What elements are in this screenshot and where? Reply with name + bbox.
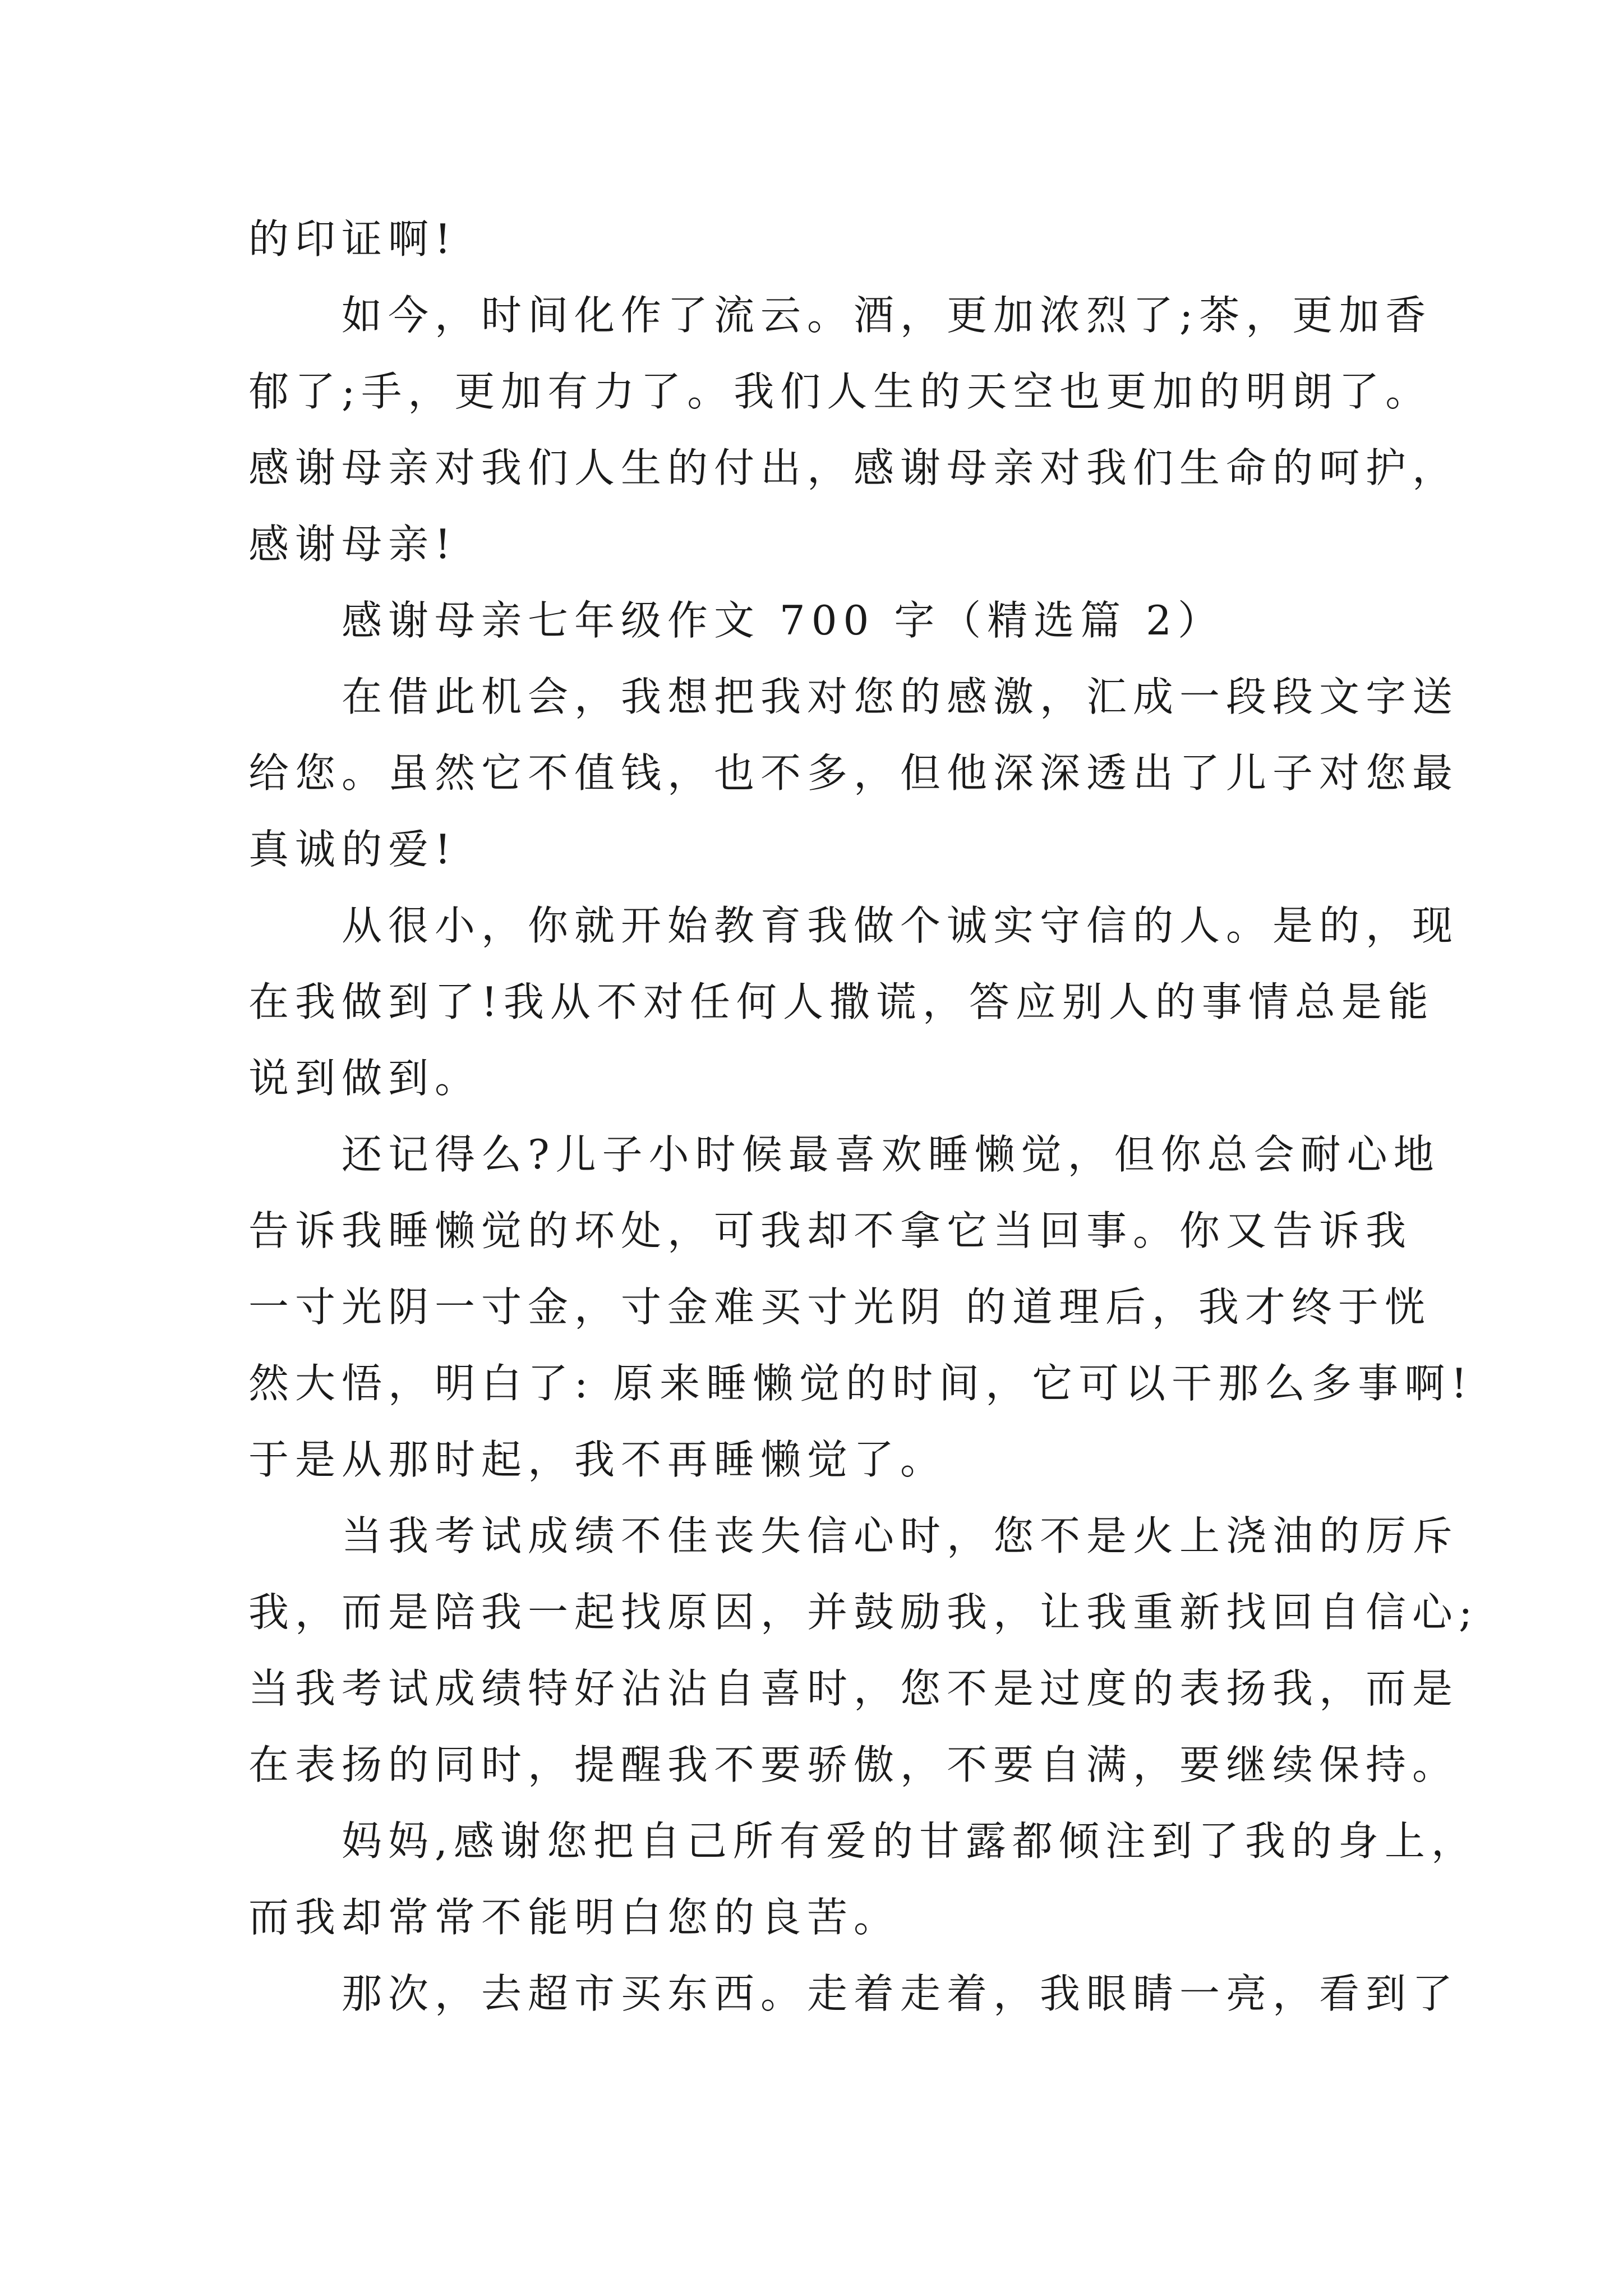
text-line: 一寸光阴一寸金，寸金难买寸光阴 的道理后，我才终于恍 <box>248 1283 1431 1331</box>
text-line: 的印证啊! <box>248 215 457 263</box>
text-line: 然大悟，明白了: 原来睡懒觉的时间，它可以干那么多事啊! <box>248 1360 1474 1407</box>
text-line: 告诉我睡懒觉的坏处，可我却不拿它当回事。你又告诉我 <box>248 1207 1413 1254</box>
text-line: 从很小，你就开始教育我做个诚实守信的人。是的，现 <box>342 902 1459 949</box>
text-line: 当我考试成绩不佳丧失信心时，您不是火上浇油的厉斥 <box>342 1512 1459 1559</box>
text-line: 当我考试成绩特好沾沾自喜时，您不是过度的表扬我，而是 <box>248 1665 1459 1712</box>
text-line: 给您。虽然它不值钱，也不多，但他深深透出了儿子对您最 <box>248 749 1459 797</box>
text-line: 真诚的爱! <box>248 826 457 873</box>
text-line: 如今，时间化作了流云。酒，更加浓烈了;茶，更加香 <box>342 292 1432 339</box>
text-line: 而我却常常不能明白您的良苦。 <box>248 1894 901 1941</box>
text-line: 感谢母亲! <box>248 521 457 568</box>
text-line: 在借此机会，我想把我对您的感激，汇成一段段文字送 <box>342 673 1459 720</box>
document-body <box>248 201 1479 2032</box>
text-line: 于是从那时起，我不再睡懒觉了。 <box>248 1436 947 1483</box>
text-line: 说到做到。 <box>248 1055 482 1102</box>
text-line: 还记得么?儿子小时候最喜欢睡懒觉，但你总会耐心地 <box>342 1131 1440 1178</box>
section-heading: 感谢母亲七年级作文 700 字（精选篇 2） <box>342 597 1224 644</box>
text-line: 我，而是陪我一起找原因，并鼓励我，让我重新找回自信心; <box>248 1589 1479 1636</box>
text-line: 感谢母亲对我们人生的付出，感谢母亲对我们生命的呵护， <box>248 444 1459 491</box>
text-line: 在表扬的同时，提醒我不要骄傲，不要自满，要继续保持。 <box>248 1741 1459 1788</box>
text-line: 妈妈,感谢您把自己所有爱的甘露都倾注到了我的身上， <box>342 1818 1478 1865</box>
text-line: 在我做到了!我从不对任何人撒谎，答应别人的事情总是能 <box>248 978 1435 1025</box>
text-line: 郁了;手，更加有力了。我们人生的天空也更加的明朗了。 <box>248 368 1432 415</box>
text-line: 那次，去超市买东西。走着走着，我眼睛一亮，看到了 <box>342 1970 1459 2017</box>
